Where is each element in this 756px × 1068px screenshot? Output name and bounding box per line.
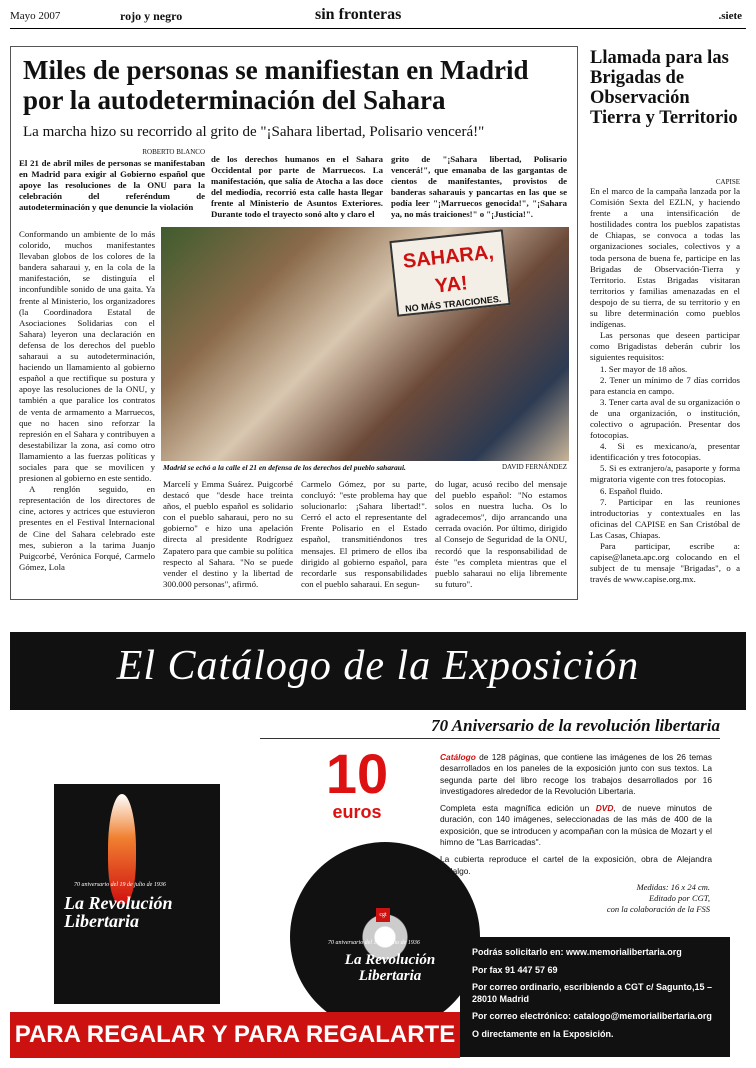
requirement-item: 6. Español fluido. xyxy=(600,485,663,496)
ad-collaboration: con la colaboración de la FSS xyxy=(606,904,710,914)
requirement-item: 7. Participar en las reuniones introductorias y contextuales en las oficinas del CAPISE en San Cristóbal de Las Casas, Chiapas. xyxy=(590,496,740,540)
main-article xyxy=(10,46,578,600)
ad-paragraph: La cubierta reproduce el cartel de la exposición, obra de Alejandra Hidalgo. xyxy=(440,854,712,876)
issue-date: Mayo 2007 xyxy=(10,10,61,22)
protest-sign xyxy=(389,229,510,316)
price-number: 10 xyxy=(325,742,389,805)
ad-text: Completa esta magnífica edición un xyxy=(440,803,590,814)
ad-paragraph xyxy=(440,752,712,797)
ad-specs xyxy=(530,882,710,915)
photo-caption: Madrid se echó a la calle el 21 en defensa de los derechos del pueblo saharaui. xyxy=(163,463,406,472)
dvd-word: DVD xyxy=(595,803,614,814)
sidebar-title: Llamada para las Brigadas de Observación Tierra y Territorio xyxy=(590,48,738,128)
requirement-item: 5. Si es extranjero/a, pasaporte y forma migratoria vigente con tres fotocopias. xyxy=(590,463,740,485)
sidebar-body xyxy=(590,186,740,585)
body-paragraph-4: Carmelo Gómez, por su parte, concluyó: "este problema hay que solucionarlo: ¡Sahara libertad!". Cerró el acto el representante del Frente Polisario en el Estado español, transmitiéndonos tres mensajes. El primero de ellos iba dirigido al gobierno español, para recordarle sus responsabilidades con el pueblo saharaui. En segun- xyxy=(301,479,427,589)
page-header xyxy=(10,6,746,29)
requirement-item: 3. Tener carta aval de su organización o de una organización, o institución, colectivo o agrupación. Presentar dos fotocopias. xyxy=(590,396,740,441)
protest-sign-text: SAHARA, YA! xyxy=(401,241,495,298)
ad-publisher: Editado por CGT, xyxy=(648,893,710,903)
catalog-word: Catálogo xyxy=(440,752,476,762)
order-web[interactable]: Podrás solicitarlo en: www.memorialibertaria.org xyxy=(472,947,682,957)
brand-logo: rojo y negro xyxy=(120,9,183,23)
lead-text-2: de los derechos humanos en el Sahara Occidental por parte de Marruecos. La manifestación, que salía de Atocha a las doce del mediodía, recorrió esta calle hasta llegar frente al Ministerio de Asuntos Exteriores. Durante todo el trayecto sonó alto y claro el xyxy=(211,154,383,220)
order-exhibition: O directamente en la Exposición. xyxy=(472,1028,614,1039)
article-subtitle: La marcha hizo su recorrido al grito de "¡Sahara libertad, Polisario vencerá!" xyxy=(23,124,485,140)
ad-banner xyxy=(10,632,746,710)
lead-text-1: El 21 de abril miles de personas se manifestaban en Madrid para exigir al Gobierno español que apoye las resoluciones de la ONU para la celebración del referéndum de autodeterminación y que denuncie la violación xyxy=(19,158,205,213)
dvd-small-text: 70 aniversario del 19 de julio de 1936 xyxy=(328,940,420,946)
order-fax: Por fax 91 447 57 69 xyxy=(472,964,558,975)
body-paragraph-2: A renglón seguido, en representación de los directores de cine, actores y actrices que estuvieron presentes en el Festival Internacional de Cine del Sahara celebrado este mes, subieron a la tarima Juanjo Puigcorbé, Verónica Forqué, Carmelo Gómez, Lola xyxy=(19,484,155,572)
price-tag xyxy=(302,742,412,823)
ad-title: El Catálogo de la Exposición xyxy=(116,643,640,689)
article-author: ROBERTO BLANCO xyxy=(142,148,205,156)
cgt-logo: cgt xyxy=(376,908,390,922)
lead-text-3: grito de "¡Sahara libertad, Polisario vencerá!", que emanaba de las gargantas de cientos de manifestantes, provistos de banderas saharauis y pancartas en las que se podía leer "¡Marruecos genocida!", "¡Sahara ya, no más traiciones!" o "¡Justicia!". xyxy=(391,154,567,220)
catalog-advertisement xyxy=(10,632,746,1062)
requirement-item: 2. Tener un mínimo de 7 días corridos para estancia en campo. xyxy=(590,374,740,396)
sidebar-paragraph: Las personas que deseen participar como Brigadistas deberán cubrir los siguientes requisitos: xyxy=(590,330,740,363)
ad-text: , de nueve minutos de duración, con 140 imágenes, seleccionadas de las más de 400 de la exposición, que se introducen y acompañan con la música de Mozart y el himno de "Las Barricadas". xyxy=(440,803,712,848)
ad-subtitle: 70 Aniversario de la revolución libertaria xyxy=(431,716,720,735)
poster-title: La Revolución Libertaria xyxy=(64,893,173,931)
protest-sign-subtext: NO MÁS TRAICIONES. xyxy=(404,293,502,314)
section-name: sin fronteras xyxy=(315,6,402,23)
price-unit: euros xyxy=(332,802,382,822)
order-info xyxy=(460,937,730,1057)
order-mail: Por correo ordinario, escribiendo a CGT c/ Sagunto,15 – 28010 Madrid xyxy=(472,982,713,1004)
ad-paragraph xyxy=(440,803,712,848)
requirement-item: 1. Ser mayor de 18 años. xyxy=(600,363,688,374)
dvd-title: La Revolución Libertaria xyxy=(344,952,436,984)
sidebar-contact: Para participar, escribe a: capise@laneta.apc.org colocando en el subject de tu mensaje "Brigadas", o a través de www.capise.org.mx. xyxy=(590,541,740,585)
ad-measures: Medidas: 16 x 24 cm. xyxy=(636,882,710,892)
requirement-item: 4. Si es mexicano/a, presentar identificación y tres fotocopias. xyxy=(590,441,740,463)
body-paragraph-3: Marcelí y Emma Suárez. Puigcorbé destacó que "desde hace treinta años, el pueblo español es solidario con el pueblo saharaui, pero no su gobierno" e hizo una apelación directa al presidente Rodríguez Zapatero para que cambie su política respecto al Sahara. "No se puede vender el destino y la libertad de 300.000 personas", afirmó. xyxy=(163,479,293,589)
body-column-1 xyxy=(19,229,155,573)
ad-slogan: PARA REGALAR Y PARA REGALARTE xyxy=(10,1012,460,1058)
body-paragraph-1: Conformando un ambiente de lo más colorido, muchos manifestantes llevaban globos de los colores de la bandera saharaui y, en la cola de la manifestación, se distinguía el inconfundible sonido de una gaita. Ya frente al Ministerio, los organizadores (la Coordinadora Estatal de Asociaciones Solidarias con el Sahara) leyeron una declaración en defensa de los derechos del pueblo saharaui a su autodeterminación, haciendo un llamamiento al gobierno español a que rectifique su postura y apoye las resoluciones de la ONU, y también a que paralice los contratos de venta de armamento a Marruecos, que no hacen sino reforzar la represión en el Sahara y contribuyen a desestabilizar la zona, así como otro llamamiento a las fuerzas políticas y sociales para que se movilicen y presionen al gobierno en este sentido. xyxy=(19,229,155,484)
body-paragraph-5: do lugar, acusó recibo del mensaje del pueblo español: "No estamos solos en nuestra lucha. Os lo agradecemos", dijo arrancando una cerrada ovación. Por último, dirigido al Consejo de Seguridad de la ONU, recordó que la responsabilidad de éste "es completa mientras que el pueblo saharaui no elija libremente su futuro". xyxy=(435,479,567,589)
sidebar-author: CAPISE xyxy=(715,178,740,186)
demonstration-photo xyxy=(161,227,569,461)
article-title: Miles de personas se manifiestan en Madrid por la autodeterminación del Sahara xyxy=(23,55,529,115)
exhibition-poster xyxy=(54,784,220,1004)
lead-column-1 xyxy=(19,147,205,214)
ad-description xyxy=(440,752,712,883)
photo-credit: DAVID FERNÁNDEZ xyxy=(501,463,567,471)
order-email[interactable]: Por correo electrónico: catalogo@memorialibertaria.org xyxy=(472,1011,712,1022)
page-number: .siete xyxy=(718,10,742,22)
sidebar-paragraph: En el marco de la campaña lanzada por la Comisión Sexta del EZLN, y haciendo frente a una intensificación de hostilidades contra los pueblos zapatistas de Chiapas, se convoca a todas las organizaciones sociales, colectivos y a toda persona de buena fe, participe en las Brigadas de Observación-Tierra y Territorio. Estas Brigadas visitaran territorios y familias amenazadas en el despojo de su tierra, de su territorio y en su libre determinación como pueblos indígenas. xyxy=(590,186,740,330)
divider xyxy=(260,738,720,739)
ad-text: de 128 páginas, que contiene las imágenes de los 26 temas desarrollados en los paneles de la exposición junto con sus textos. La segunda parte del libro recoge los trabajos desarrollados por 16 investigadores alrededor de la Revolución Libertaria. xyxy=(440,752,712,796)
poster-small-text: 70 aniversario del 19 de julio de 1936 xyxy=(74,882,166,888)
